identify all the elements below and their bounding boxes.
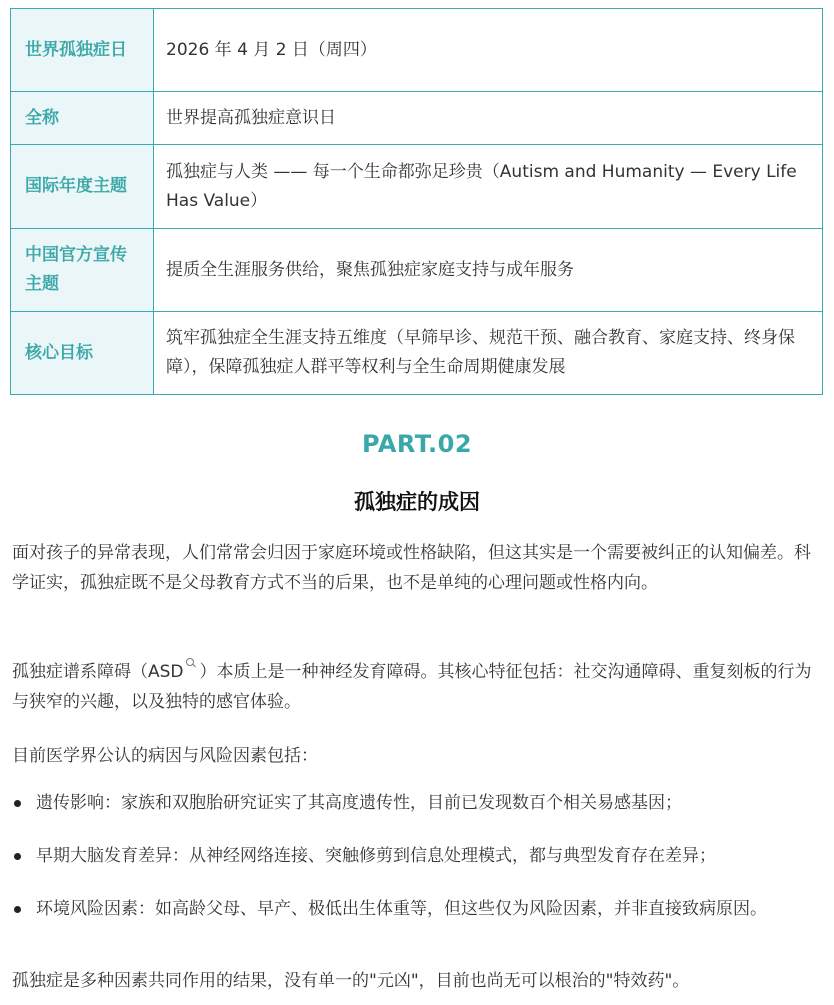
- table-row: [11, 92, 823, 145]
- row-value: 孤独症与人类 —— 每一个生命都弥足珍贵（Autism and Humanity — Every Life Has Value）: [154, 145, 823, 229]
- bullet-dot-icon: [14, 853, 21, 860]
- asd-text-before: 孤独症谱系障碍（ASD: [12, 662, 184, 682]
- list-item-text: 早期大脑发育差异：从神经网络连接、突触修剪到信息处理模式，都与典型发育存在差异；: [36, 846, 716, 866]
- row-label: 国际年度主题: [11, 145, 154, 229]
- list-item: [12, 841, 824, 871]
- table-row: [11, 9, 823, 92]
- bullet-dot-icon: [14, 800, 21, 807]
- section-title: 孤独症的成因: [354, 490, 480, 514]
- list-item-text: 环境风险因素：如高龄父母、早产、极低出生体重等，但这些仅为风险因素，并非直接致病原因。: [36, 899, 767, 919]
- paragraph-asd: [12, 657, 824, 717]
- list-item: [12, 894, 824, 924]
- search-icon[interactable]: [184, 657, 196, 671]
- paragraph-causes-intro: 目前医学界公认的病因与风险因素包括：: [12, 746, 318, 766]
- row-label: 世界孤独症日: [11, 9, 154, 92]
- table-row: [11, 145, 823, 229]
- row-label: 核心目标: [11, 312, 154, 395]
- causes-list: [12, 788, 824, 947]
- list-item-text: 遗传影响：家族和双胞胎研究证实了其高度遗传性，目前已发现数百个相关易感基因；: [36, 793, 682, 813]
- row-value: 世界提高孤独症意识日: [154, 92, 823, 145]
- table-row: [11, 229, 823, 312]
- asd-text-after: ）本质上是一种神经发育障碍。其核心特征包括：社交沟通障碍、重复刻板的行为与狭窄的兴趣，以及独特的感官体验。: [12, 662, 812, 712]
- row-label: 中国官方宣传主题: [11, 229, 154, 312]
- paragraph-intro: 面对孩子的异常表现，人们常常会归因于家庭环境或性格缺陷，但这其实是一个需要被纠正的认知偏差。科学证实，孤独症既不是父母教育方式不当的后果，也不是单纯的心理问题或性格内向。: [12, 543, 811, 593]
- bullet-dot-icon: [14, 906, 21, 913]
- row-value: 提质全生涯服务供给，聚焦孤独症家庭支持与成年服务: [154, 229, 823, 312]
- info-table: [10, 8, 823, 395]
- part-label: PART.02: [361, 430, 473, 458]
- paragraph-conclusion: 孤独症是多种因素共同作用的结果，没有单一的"元凶"，目前也尚无可以根治的"特效药"。: [12, 971, 690, 991]
- row-value: 筑牢孤独症全生涯支持五维度（早筛早诊、规范干预、融合教育、家庭支持、终身保障），保障孤独症人群平等权利与全生命周期健康发展: [154, 312, 823, 395]
- row-value: 2026 年 4 月 2 日（周四）: [154, 9, 823, 92]
- table-row: [11, 312, 823, 395]
- row-label: 全称: [11, 92, 154, 145]
- list-item: [12, 788, 824, 818]
